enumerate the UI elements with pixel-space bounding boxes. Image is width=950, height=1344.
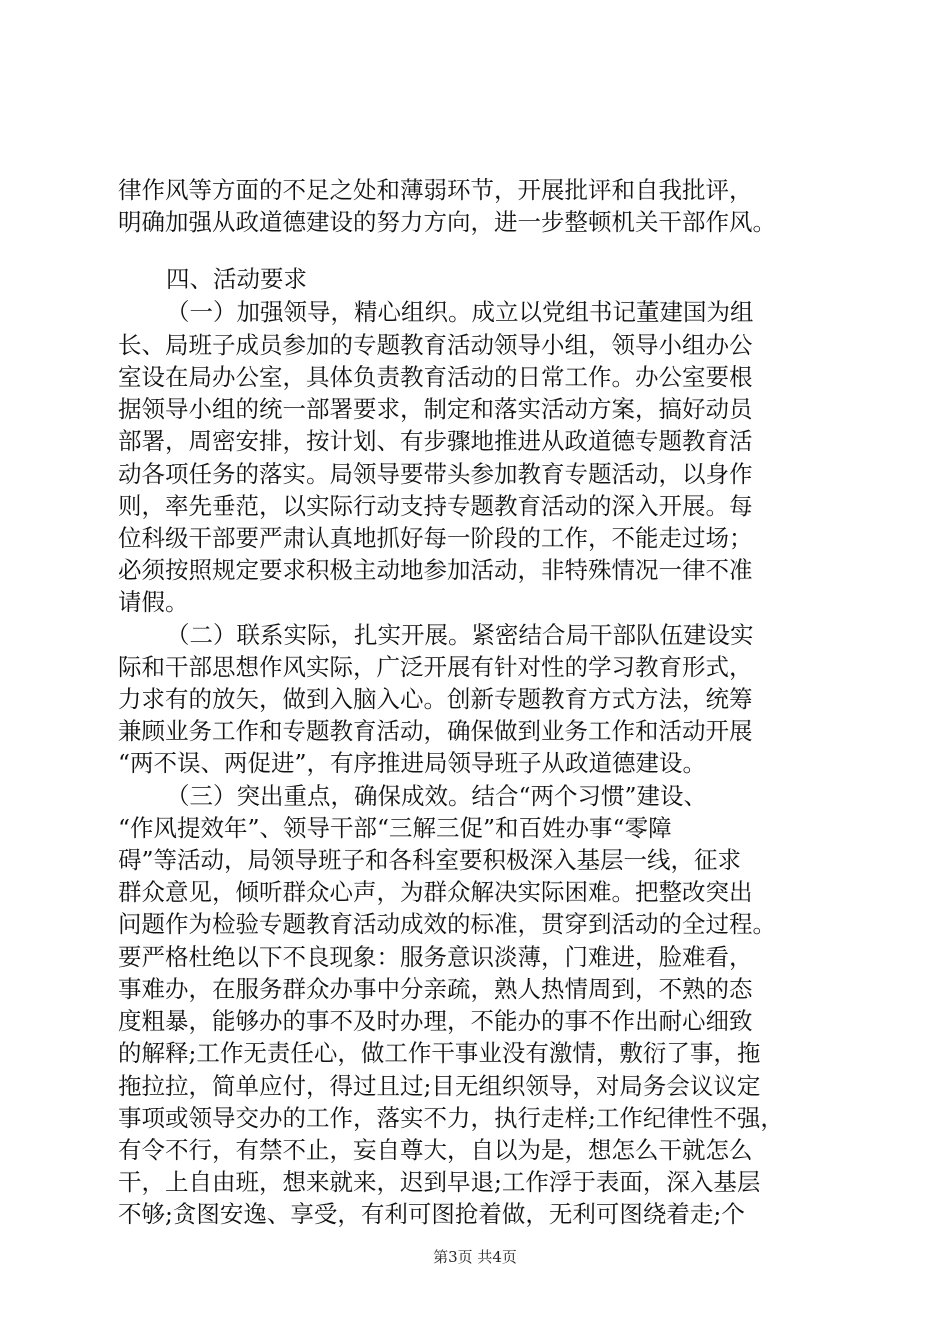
text-line: 要严格杜绝以下不良现象：服务意识淡薄，门难进，脸难看， bbox=[118, 943, 753, 971]
text-line: 据领导小组的统一部署要求，制定和落实活动方案，搞好动员 bbox=[118, 395, 753, 423]
section-heading: 四、活动要求 bbox=[166, 265, 307, 293]
text-line: 动各项任务的落实。局领导要带头参加教育专题活动，以身作 bbox=[118, 460, 753, 488]
text-line: 位科级干部要严肃认真地抓好每一阶段的工作，不能走过场； bbox=[118, 524, 753, 552]
text-line: 度粗暴，能够办的事不及时办理，不能办的事不作出耐心细致 bbox=[118, 1007, 753, 1035]
text-line: 兼顾业务工作和专题教育活动，确保做到业务工作和活动开展 bbox=[118, 717, 753, 745]
text-line: 部署，周密安排，按计划、有步骤地推进从政道德专题教育活 bbox=[118, 427, 753, 455]
text-line: 事难办，在服务群众办事中分亲疏，熟人热情周到，不熟的态 bbox=[118, 975, 753, 1003]
text-line: 请假。 bbox=[118, 588, 189, 616]
text-line: 干，上自由班，想来就来，迟到早退;工作浮于表面，深入基层 bbox=[118, 1168, 761, 1196]
text-line: 力求有的放矢，做到入脑入心。创新专题教育方式方法，统筹 bbox=[118, 685, 753, 713]
text-line: 长、局班子成员参加的专题教育活动领导小组，领导小组办公 bbox=[118, 331, 753, 359]
paragraph-start: （三）突出重点，确保成效。结合“两个习惯”建设、 bbox=[166, 782, 708, 810]
paragraph-start: （一）加强领导，精心组织。成立以党组书记董建国为组 bbox=[166, 298, 754, 326]
text-line: 碍”等活动，局领导班子和各科室要积极深入基层一线，征求 bbox=[118, 846, 742, 874]
text-line: 际和干部思想作风实际，广泛开展有针对性的学习教育形式， bbox=[118, 653, 753, 681]
text-line: 拖拉拉，简单应付，得过且过;目无组织领导，对局务会议议定 bbox=[118, 1072, 761, 1100]
text-line: 有令不行，有禁不止，妄自尊大，自以为是，想怎么干就怎么 bbox=[118, 1136, 753, 1164]
text-line: 室设在局办公室，具体负责教育活动的日常工作。办公室要根 bbox=[118, 363, 753, 391]
text-line: 则，率先垂范，以实际行动支持专题教育活动的深入开展。每 bbox=[118, 492, 753, 520]
text-line: 事项或领导交办的工作，落实不力，执行走样;工作纪律性不强， bbox=[118, 1104, 784, 1132]
text-line: “两不误、两促进”，有序推进局领导班子从政道德建设。 bbox=[118, 749, 707, 777]
paragraph-start: （二）联系实际，扎实开展。紧密结合局干部队伍建设实 bbox=[166, 621, 754, 649]
text-line: 律作风等方面的不足之处和薄弱环节，开展批评和自我批评， bbox=[118, 176, 753, 204]
text-line: 问题作为检验专题教育活动成效的标准，贯穿到活动的全过程。 bbox=[118, 910, 776, 938]
text-line: 不够;贪图安逸、享受，有利可图抢着做，无利可图绕着走;个 bbox=[118, 1200, 745, 1228]
text-line: “作风提效年”、领导干部“三解三促”和百姓办事“零障 bbox=[118, 814, 672, 842]
text-line: 必须按照规定要求积极主动地参加活动，非特殊情况一律不准 bbox=[118, 556, 753, 584]
page-number-footer: 第3页 共4页 bbox=[433, 1248, 517, 1266]
text-line: 明确加强从政道德建设的努力方向，进一步整顿机关干部作风。 bbox=[118, 208, 776, 236]
text-line: 群众意见，倾听群众心声，为群众解决实际困难。把整改突出 bbox=[118, 878, 753, 906]
text-line: 的解释;工作无责任心，做工作干事业没有激情，敷衍了事，拖 bbox=[118, 1039, 761, 1067]
